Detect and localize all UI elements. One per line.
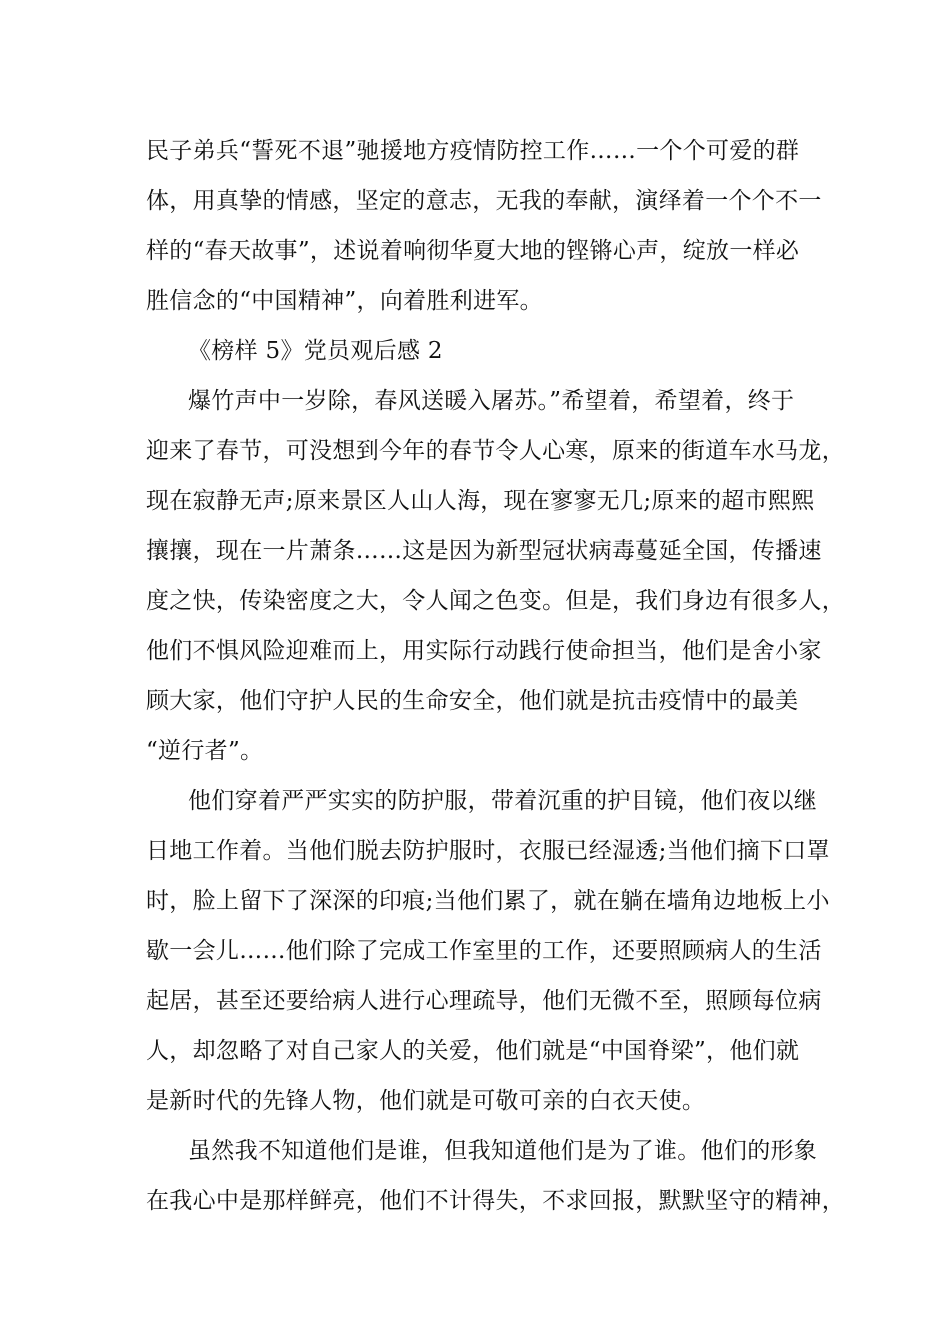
text-line: 人，却忽略了对自己家人的关爱，他们就是“中国脊梁”，他们就 (146, 1038, 800, 1064)
text-line: 时，脸上留下了深深的印痕;当他们累了，就在躺在墙角边地板上小 (146, 888, 830, 914)
text-line: 度之快，传染密度之大，令人闻之色变。但是，我们身边有很多人， (146, 588, 845, 614)
text-line: 迎来了春节，可没想到今年的春节令人心寒，原来的街道车水马龙， (146, 438, 845, 464)
text-line: 他们不惧风险迎难而上，用实际行动践行使命担当，他们是舍小家 (146, 638, 822, 664)
paragraph-start: 爆竹声中一岁除，春风送暖入屠苏。”希望着，希望着，终于 (188, 388, 795, 414)
text-line: 攘攘，现在一片萧条……这是因为新型冠状病毒蔓延全国，传播速 (146, 538, 822, 564)
text-line: 日地工作着。当他们脱去防护服时，衣服已经湿透;当他们摘下口罩 (146, 838, 830, 864)
text-line: 起居，甚至还要给病人进行心理疏导，他们无微不至，照顾每位病 (146, 988, 822, 1014)
text-line: 样的“春天故事”，述说着响彻华夏大地的铿锵心声，绽放一样必 (146, 238, 800, 264)
text-line: 现在寂静无声;原来景区人山人海，现在寥寥无几;原来的超市熙熙 (146, 488, 815, 514)
paragraph-start: 他们穿着严严实实的防护服，带着沉重的护目镜，他们夜以继 (188, 788, 818, 814)
paragraph-start: 虽然我不知道他们是谁，但我知道他们是为了谁。他们的形象 (188, 1138, 818, 1164)
text-line: 民子弟兵“誓死不退”驰援地方疫情防控工作……一个个可爱的群 (146, 138, 800, 164)
text-line: 体，用真挚的情感，坚定的意志，无我的奉献，演绎着一个个不一 (146, 188, 822, 214)
text-line: 是新时代的先锋人物，他们就是可敬可亲的白衣天使。 (146, 1088, 706, 1114)
text-line: 歇一会儿……他们除了完成工作室里的工作，还要照顾病人的生活 (146, 938, 822, 964)
text-line: “逆行者”。 (146, 738, 264, 764)
text-line: 在我心中是那样鲜亮，他们不计得失，不求回报，默默坚守的精神， (146, 1188, 845, 1214)
section-heading: 《榜样 5》党员观后感 2 (188, 338, 443, 364)
text-line: 顾大家，他们守护人民的生命安全，他们就是抗击疫情中的最美 (146, 688, 799, 714)
text-line: 胜信念的“中国精神”，向着胜利进军。 (146, 288, 543, 314)
